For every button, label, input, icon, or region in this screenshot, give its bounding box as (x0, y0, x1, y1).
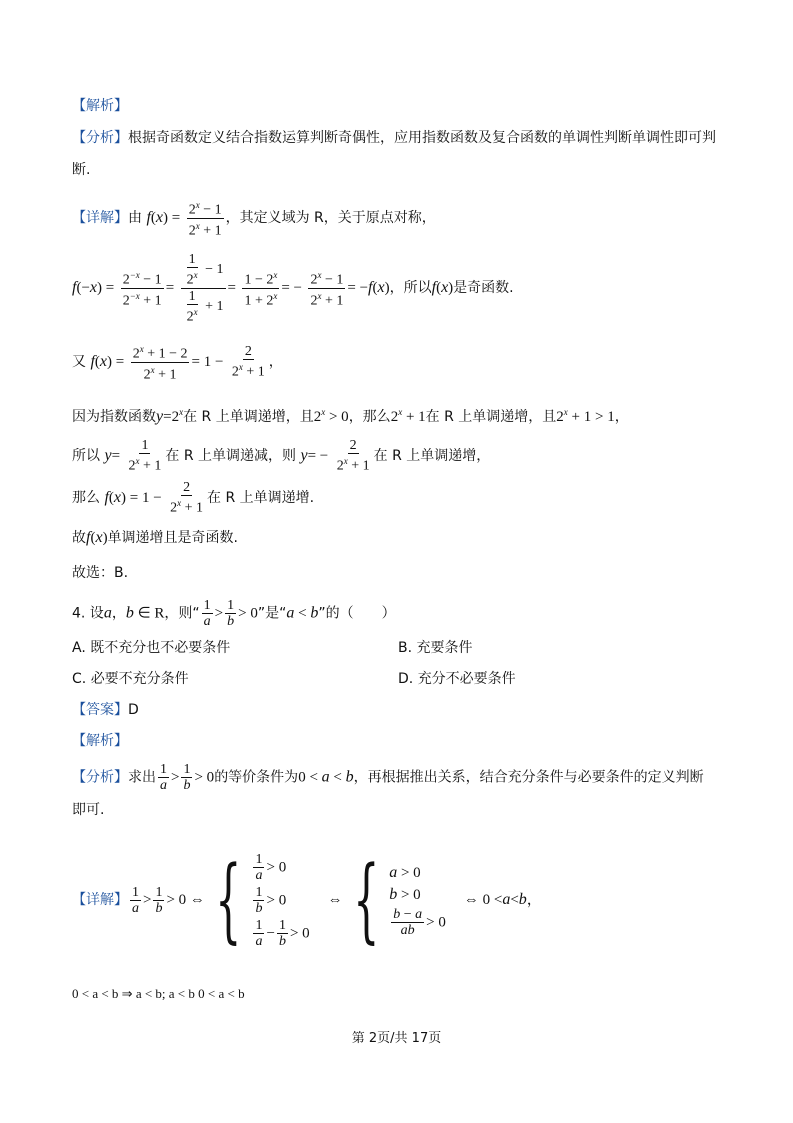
math-fraction: $\frac{2^{-x} - 1}{2^{-x} + 1}$ (122, 270, 162, 309)
math-fraction: $\frac{2^x - 1}{2^x + 1}$ (310, 270, 344, 309)
section-tag-jiexi: 【解析】 (72, 98, 128, 114)
answer-choice-line: 故选：B. (72, 565, 129, 581)
answer-label: 【答案】 (72, 702, 128, 718)
detail-because-line: 因为指数函数$y=2^x$在 R 上单调递增，且$2^x > 0$，那么$2^x + 1$在 R 上单调递增，且$2^x + 1 > 1$， (72, 407, 629, 425)
implication-line: 0 < a < b ⇒ a < b; a < b 0 < a < b (72, 986, 245, 1001)
analysis-continuation: 断. (72, 162, 91, 178)
analysis-2-line: 【分析】求出 $\frac{1}{a}$ > $\frac{1}{b}$ > 0的等价条件为0 < a < b，再根据推出关系，结合充分条件与必要条件的定义判断 (72, 762, 704, 793)
detail-odd-line: f(−x) = $\frac{2^{-x} - 1}{2^{-x} + 1}$ = $\frac{1}{2^x}$ − 1 $\frac{1}{2^x}$ + 1 = $\frac{1 - 2^x}{1 + 2^x}$ = − $\frac{2^x - 1}{2^x + 1}$ = −f(x)，所以f(x)是奇函数. (72, 252, 514, 325)
math-fx: f (146, 209, 151, 227)
option-d: D. 充分不必要条件 (398, 671, 516, 687)
detail-2-line: 【详解】 1 a > 1 b > 0 ⇔ { $\frac{1}{a}$ > 0 $\frac{1}{b}$ > 0 $\frac{1}{a}$ − $\frac{1}{b}$ > 0 ⇔ { a > 0 b > 0 $\frac{b - a}{ab}$ > 0 ⇔ 0 < a < b ， (72, 846, 542, 953)
system-brace-1: { $\frac{1}{a}$ > 0 $\frac{1}{b}$ > 0 $\frac{1}{a}$ − $\frac{1}{b}$ > 0 (215, 846, 310, 953)
analysis-label: 【分析】 (72, 130, 128, 146)
section-tag-jiexi-2: 【解析】 (72, 733, 128, 749)
option-c: C. 必要不充分条件 (72, 671, 189, 687)
detail-line-1: 【详解】由 f(x) = $\frac{2^x - 1}{2^x + 1}$ ，其定义域为 R，关于原点对称， (72, 200, 436, 239)
detail-rewrite-line: 又 f(x) = $\frac{2^x + 1 - 2}{2^x + 1}$ = 1 − $\frac{2}{2^x + 1}$ ， (72, 344, 283, 383)
page-footer: 第 2页/共 17页 (351, 1031, 442, 1046)
detail-so-line: 所以 y= $\frac{1}{2^x + 1}$ 在 R 上单调递减，则 y= − $\frac{2}{2^x + 1}$ 在 R 上单调递增， (72, 438, 491, 474)
analysis-2-continuation: 即可. (72, 802, 105, 818)
math-fraction: $\frac{2^x - 1}{2^x + 1}$ (188, 200, 222, 239)
detail-label: 【详解】 (72, 210, 128, 227)
analysis-paragraph (72, 128, 716, 148)
detail-then-line: 那么 f(x) = 1 − $\frac{2}{2^x + 1}$ 在 R 上单调递增. (72, 480, 315, 516)
math-fraction: $\frac{1 - 2^x}{1 + 2^x}$ (244, 270, 278, 309)
detail-label: 【详解】 (72, 892, 128, 908)
math-complex-fraction: $\frac{1}{2^x}$ − 1 $\frac{1}{2^x}$ + 1 (181, 252, 226, 324)
question-4: 4. 设a，b ∈ R，则“ $\frac{1}{a}$ > $\frac{1}{b}$ > 0”是“a < b”的（ ） (72, 598, 396, 629)
option-b: B. 充要条件 (398, 640, 473, 656)
detail-conclusion: 故f(x)单调递增且是奇函数. (72, 529, 239, 546)
system-brace-2: { a > 0 b > 0 $\frac{b - a}{ab}$ > 0 (352, 846, 446, 953)
analysis-label: 【分析】 (72, 769, 128, 786)
option-a: A. 既不充分也不必要条件 (72, 640, 231, 656)
answer-value: D (128, 702, 139, 718)
analysis-text: 根据奇函数定义结合指数运算判断奇偶性，应用指数函数及复合函数的单调性判断单调性即可判 (128, 130, 716, 146)
answer-line (72, 700, 139, 720)
